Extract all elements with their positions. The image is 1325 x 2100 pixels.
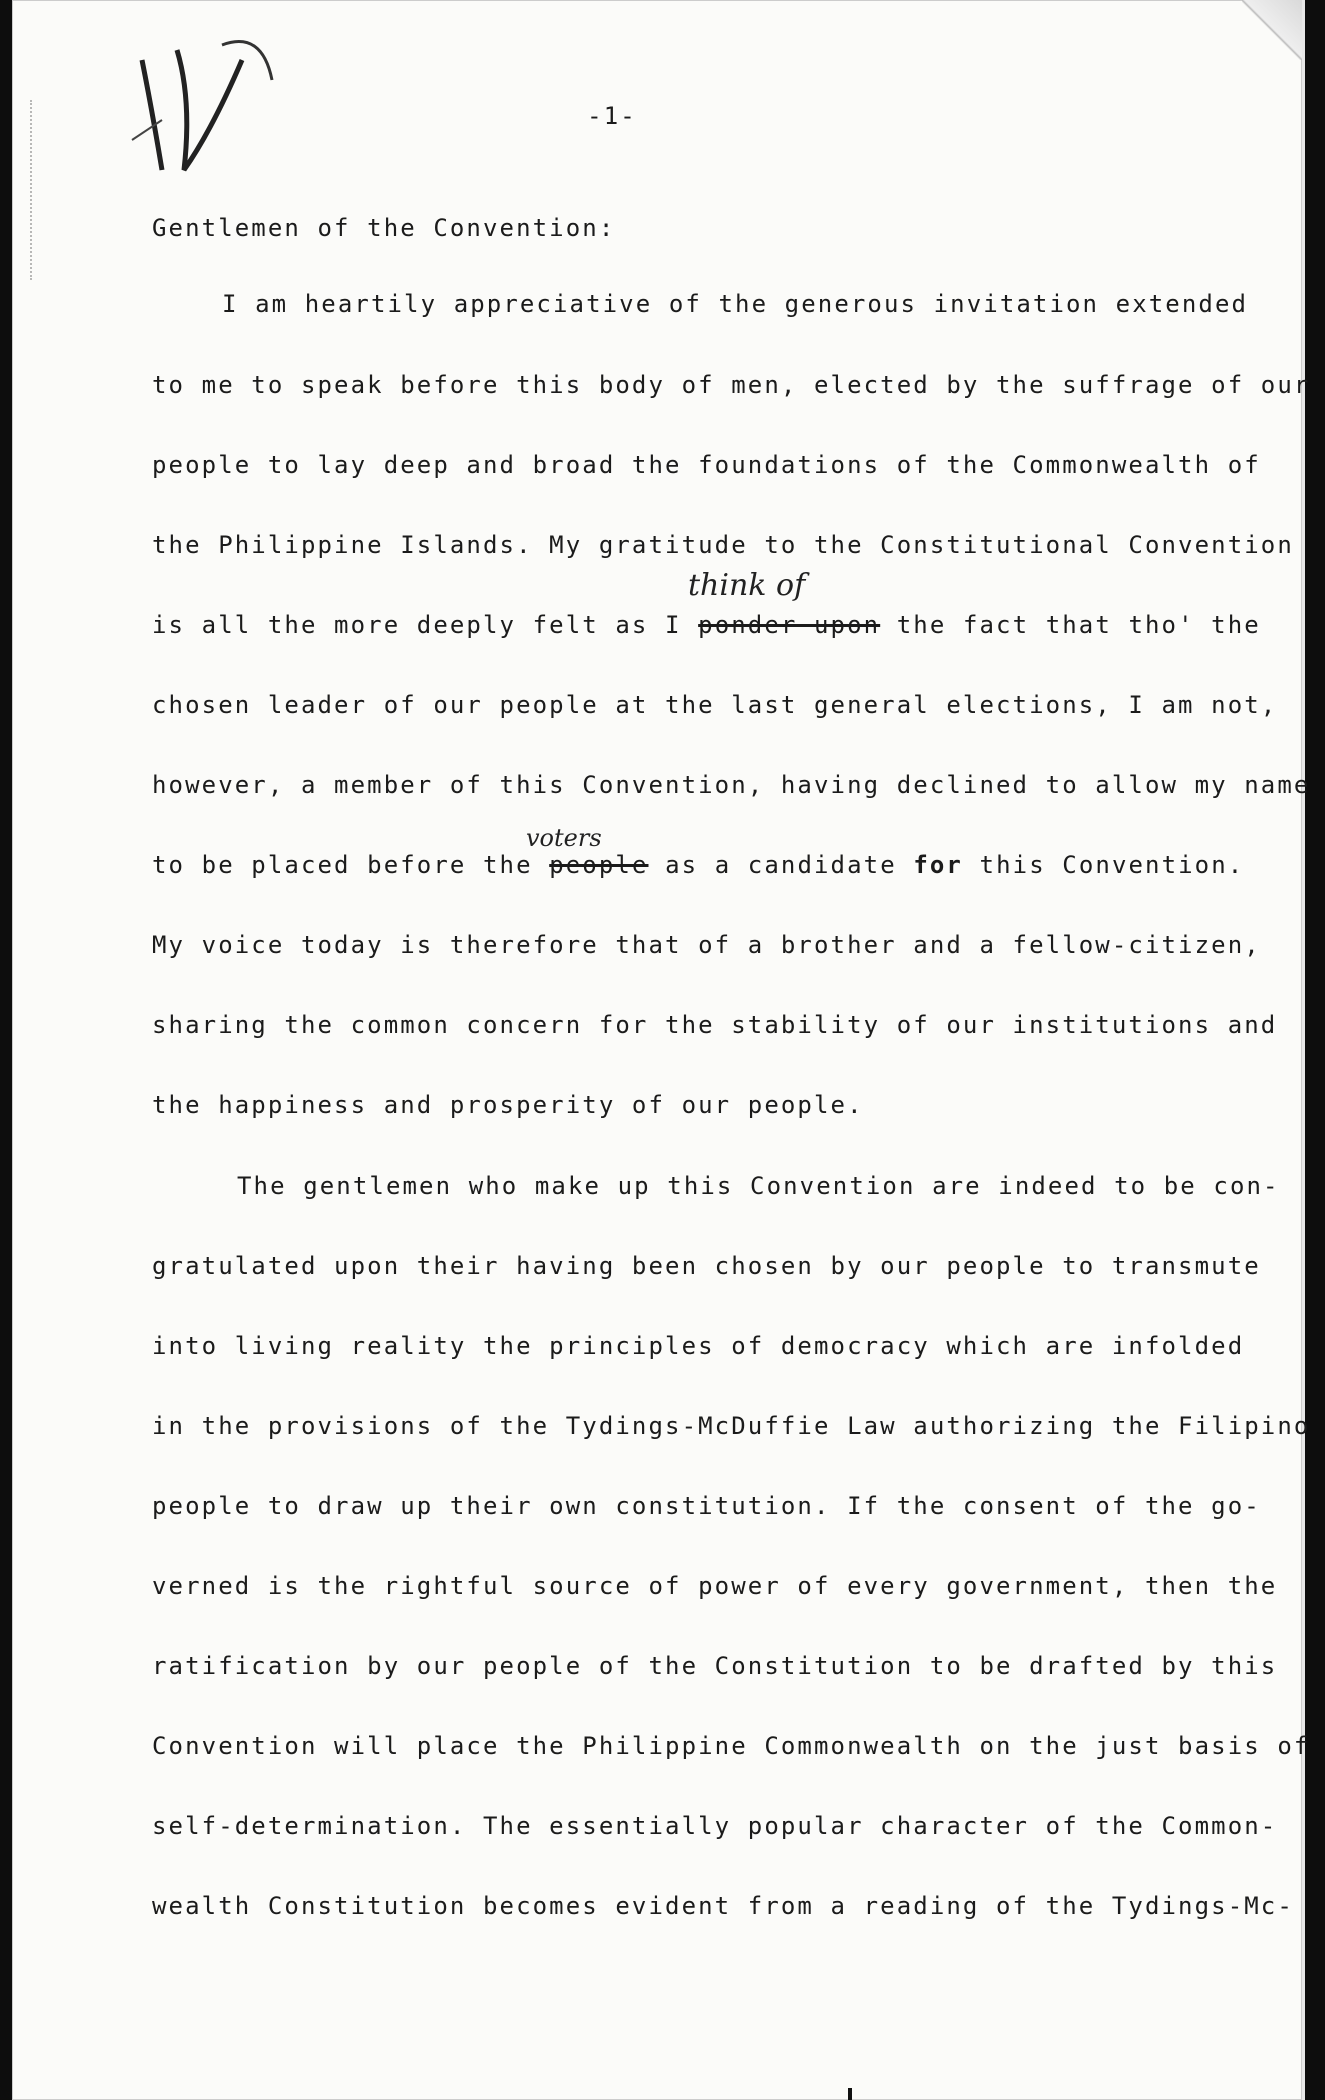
p2-line-3: into living reality the principles of democracy which are infolded: [152, 1332, 1245, 1360]
p1-line-7: however, a member of this Convention, having declined to allow my name: [152, 771, 1311, 799]
p1-line-5-part-a: is all the more deeply felt as I: [152, 611, 682, 639]
p1-line-5-part-b: the fact that tho' the: [896, 611, 1261, 639]
handwritten-scribble-mark: [122, 20, 292, 180]
p1-line-4: the Philippine Islands. My gratitude to the Constitutional Convention: [152, 531, 1294, 559]
folded-corner: [1242, 0, 1302, 60]
p1-line-11: the happiness and prosperity of our people.: [152, 1091, 864, 1119]
p1-line-6: chosen leader of our people at the last general elections, I am not,: [152, 691, 1278, 719]
p1-line-3: people to lay deep and broad the foundations of the Commonwealth of: [152, 451, 1261, 479]
struck-text-ponder-upon: ponder upon: [698, 611, 881, 639]
document-page: [12, 0, 1311, 2100]
p2-line-1: The gentlemen who make up this Convention are indeed to be con-: [237, 1172, 1280, 1200]
bottom-edge-mark: [848, 2088, 852, 2100]
p2-line-8: Convention will place the Philippine Commonwealth on the just basis of: [152, 1732, 1311, 1760]
p1-line-10: sharing the common concern for the stability of our institutions and: [152, 1011, 1278, 1039]
p1-line-8-bold-for: for: [913, 851, 963, 879]
page-number: -1-: [587, 102, 637, 130]
p2-line-7: ratification by our people of the Constitution to be drafted by this: [152, 1652, 1278, 1680]
p2-line-9: self-determination. The essentially popular character of the Common-: [152, 1812, 1278, 1840]
p1-line-8-part-c: this Convention.: [979, 851, 1245, 879]
struck-text-people: people: [549, 851, 649, 879]
p1-line-9: My voice today is therefore that of a brother and a fellow-citizen,: [152, 931, 1261, 959]
salutation: Gentlemen of the Convention:: [152, 214, 616, 242]
p1-line-8-part-b: as a candidate: [665, 851, 897, 879]
handwritten-annotation-think-of: think of: [688, 568, 806, 603]
p1-line-8: [152, 851, 1244, 879]
p2-line-5: people to draw up their own constitution. If the consent of the go-: [152, 1492, 1261, 1520]
p1-line-2: to me to speak before this body of men, elected by the suffrage of our: [152, 371, 1311, 399]
p1-line-1: I am heartily appreciative of the generous invitation extended: [222, 290, 1249, 318]
p2-line-4: in the provisions of the Tydings-McDuffie Law authorizing the Filipino: [152, 1412, 1311, 1440]
p2-line-2: gratulated upon their having been chosen by our people to transmute: [152, 1252, 1261, 1280]
p2-line-10: wealth Constitution becomes evident from a reading of the Tydings-Mc-: [152, 1892, 1294, 1920]
p1-line-8-part-a: to be placed before the: [152, 851, 533, 879]
p1-line-5: [152, 611, 1261, 639]
p2-line-6: verned is the rightful source of power of every government, then the: [152, 1572, 1278, 1600]
handwritten-annotation-voters: voters: [526, 824, 602, 852]
